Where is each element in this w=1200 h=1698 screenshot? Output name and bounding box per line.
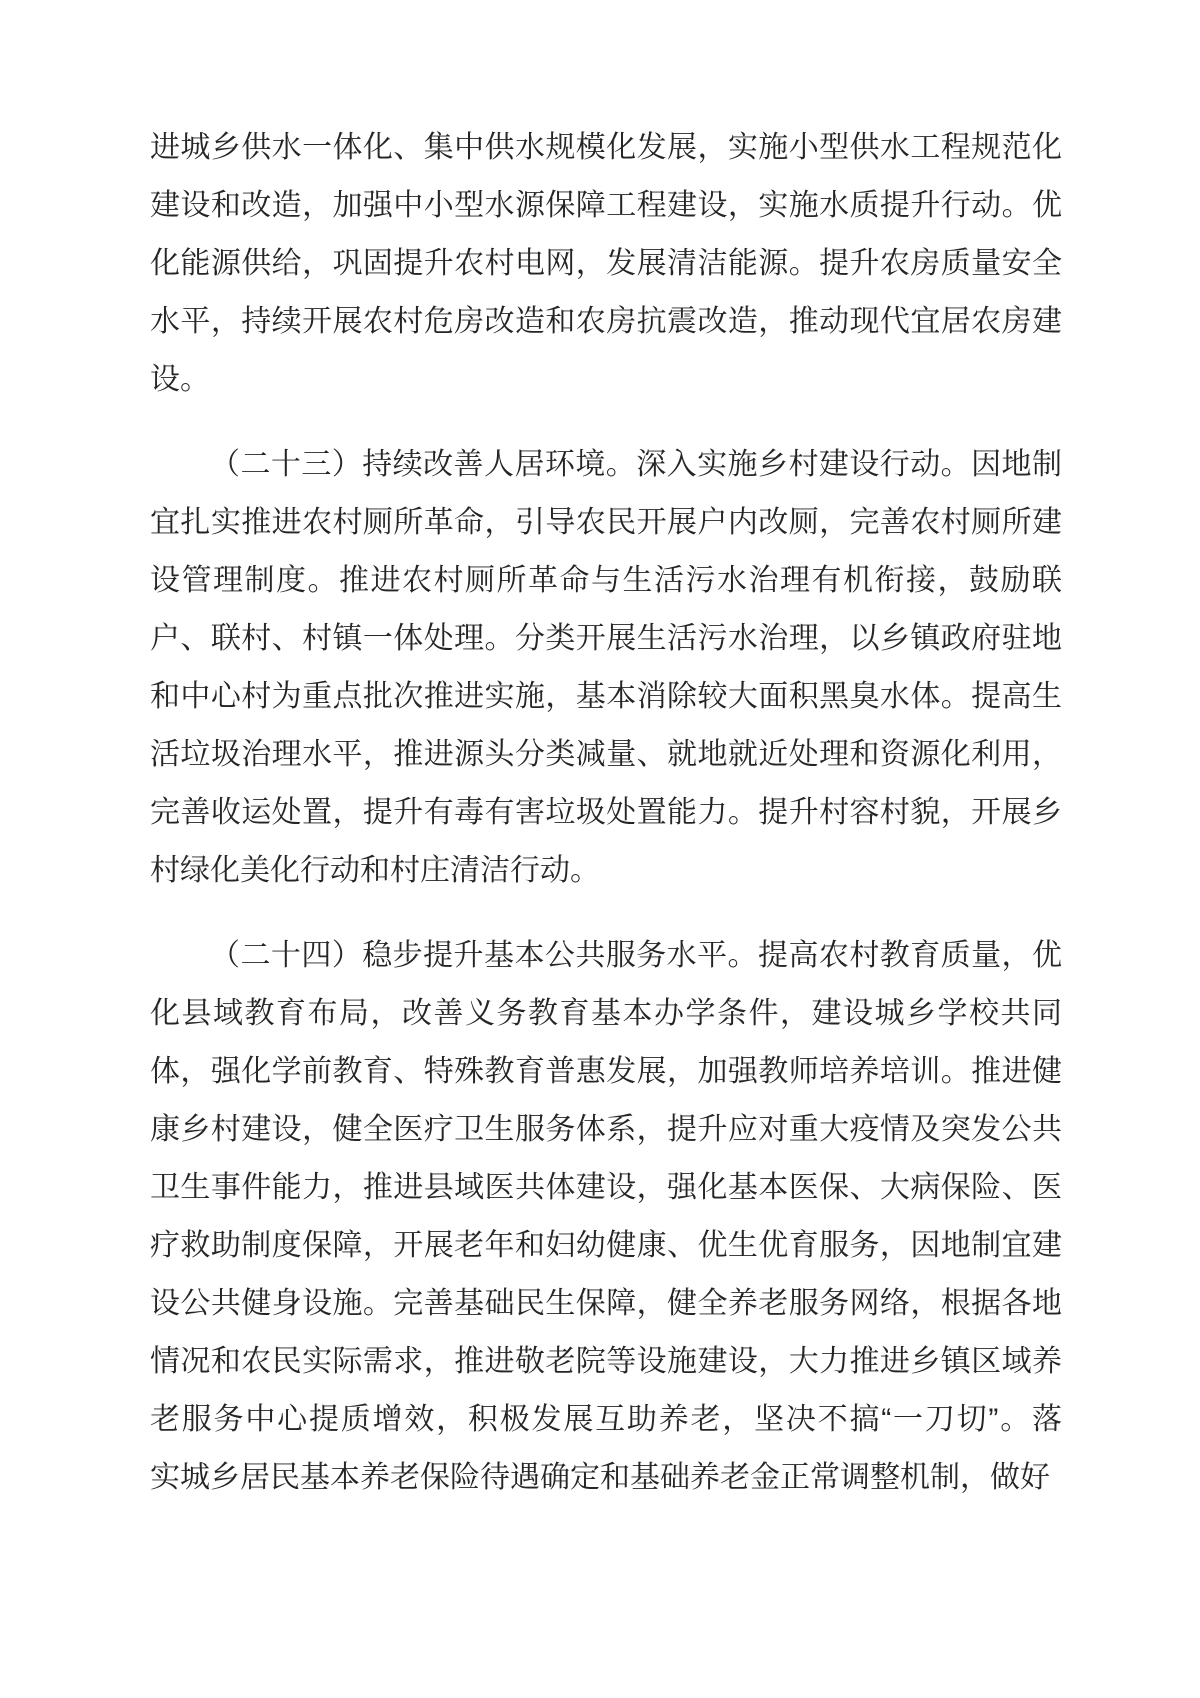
text-line: 完善收运处置，提升有毒有害垃圾处置能力。提升村容村貌，开展乡 (150, 796, 1062, 829)
paragraph-item-23 (150, 436, 1062, 900)
text-line: 设公共健身设施。完善基础民生保障，健全养老服务网络，根据各地 (150, 1287, 1062, 1320)
text-line: 建设和改造，加强中小型水源保障工程建设，实施水质提升行动。优 (150, 189, 1062, 222)
text-line: 户、联村、村镇一体处理。分类开展生活污水治理，以乡镇政府驻地 (150, 622, 1062, 655)
text-line: 村绿化美化行动和村庄清洁行动。 (150, 854, 600, 887)
paragraph-item-24 (150, 927, 1062, 1507)
text-line: 和中心村为重点批次推进实施，基本消除较大面积黑臭水体。提高生 (150, 680, 1062, 713)
text-line: 活垃圾治理水平，推进源头分类减量、就地就近处理和资源化利用， (150, 738, 1062, 771)
text-line: 进城乡供水一体化、集中供水规模化发展，实施小型供水工程规范化 (150, 131, 1062, 164)
text-line: （二十三）持续改善人居环境。深入实施乡村建设行动。因地制 (210, 448, 1062, 481)
text-line: 设。 (150, 363, 210, 396)
text-line: （二十四）稳步提升基本公共服务水平。提高农村教育质量，优 (210, 939, 1062, 972)
text-line: 卫生事件能力，推进县域医共体建设，强化基本医保、大病保险、医 (150, 1171, 1062, 1204)
text-line: 宜扎实推进农村厕所革命，引导农民开展户内改厕，完善农村厕所建 (150, 506, 1062, 539)
text-line: 康乡村建设，健全医疗卫生服务体系，提升应对重大疫情及突发公共 (150, 1113, 1062, 1146)
text-line: 疗救助制度保障，开展老年和妇幼健康、优生优育服务，因地制宜建 (150, 1229, 1062, 1262)
document-body (150, 119, 1062, 1507)
text-line: 化能源供给，巩固提升农村电网，发展清洁能源。提升农房质量安全 (150, 247, 1062, 280)
text-line: 实城乡居民基本养老保险待遇确定和基础养老金正常调整机制，做好 (150, 1461, 1050, 1494)
text-line: 水平，持续开展农村危房改造和农房抗震改造，推动现代宜居农房建 (150, 305, 1062, 338)
text-line: 化县域教育布局，改善义务教育基本办学条件，建设城乡学校共同 (150, 997, 1062, 1030)
text-line: 设管理制度。推进农村厕所革命与生活污水治理有机衔接，鼓励联 (150, 564, 1062, 597)
text-line: 老服务中心提质增效，积极发展互助养老，坚决不搞“一刀切”。落 (150, 1403, 1062, 1436)
text-line: 体，强化学前教育、特殊教育普惠发展，加强教师培养培训。推进健 (150, 1055, 1062, 1088)
text-line: 情况和农民实际需求，推进敬老院等设施建设，大力推进乡镇区域养 (150, 1345, 1062, 1378)
paragraph-continuation (150, 119, 1062, 409)
